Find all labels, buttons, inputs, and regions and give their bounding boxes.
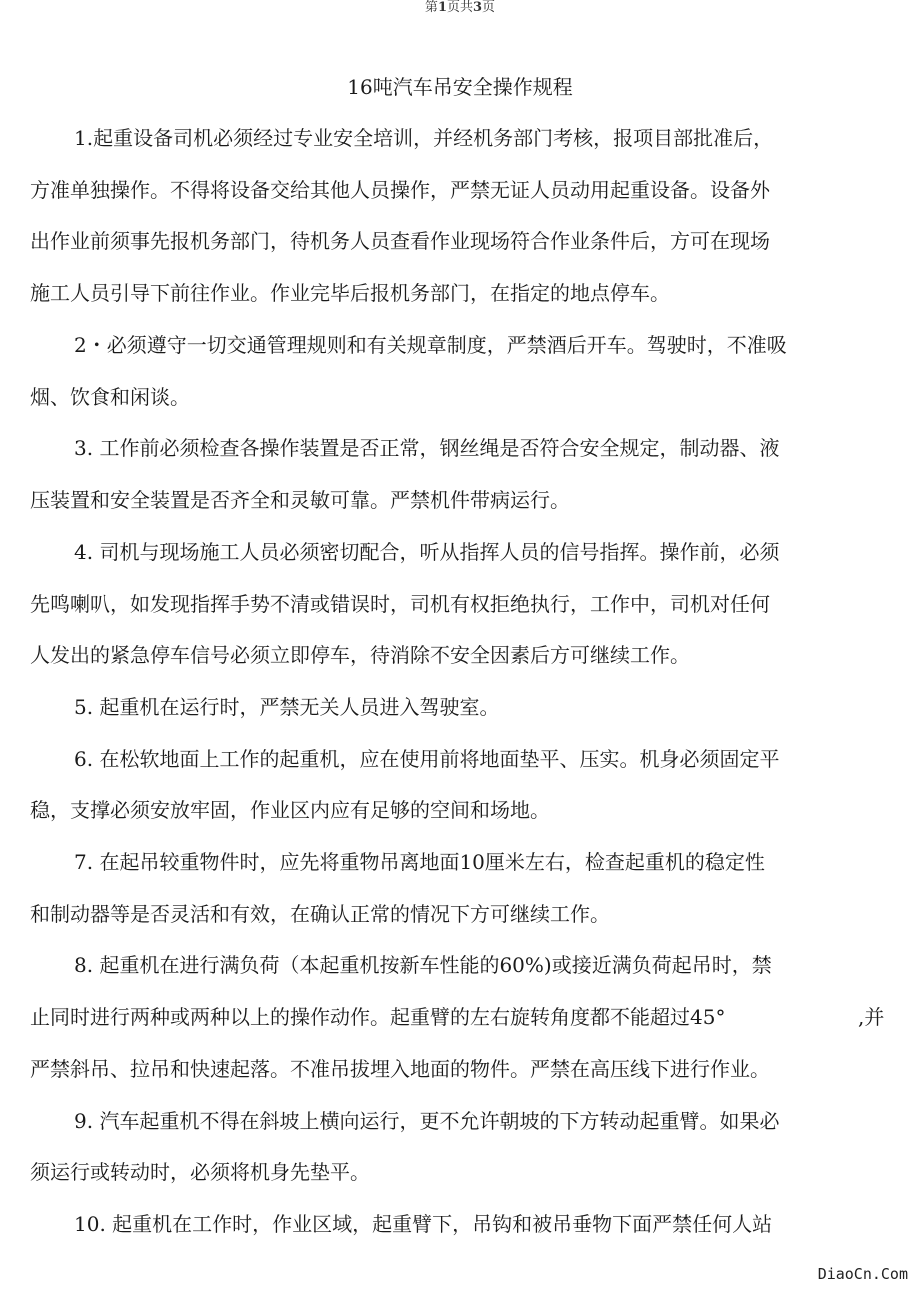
text-line: 须运行或转动时，必须将机身先垫平。 — [30, 1160, 370, 1184]
text-line: 人发出的紧急停车信号必须立即停车，待消除不安全因素后方可继续工作。 — [30, 643, 690, 667]
text-line: 10. 起重机在工作时，作业区域，起重臂下，吊钩和被吊垂物下面严禁任何人站 — [74, 1212, 773, 1236]
text-line: 施工人员引导下前往作业。作业完毕后报机务部门，在指定的地点停车。 — [30, 281, 670, 305]
text-line: 7. 在起吊较重物件时，应先将重物吊离地面10厘米左右，检查起重机的稳定性 — [74, 850, 765, 874]
text-line: 止同时进行两种或两种以上的操作动作。起重臂的左右旋转角度都不能超过45° — [30, 1005, 726, 1029]
page-label-mid: 页共 — [446, 0, 473, 15]
text-line: 3. 工作前必须检查各操作装置是否正常，钢丝绳是否符合安全规定，制动器、液 — [74, 436, 780, 460]
page-current: 1 — [437, 0, 447, 15]
watermark: DiaoCn.Com — [817, 1265, 908, 1283]
text-line: 8. 起重机在进行满负荷（本起重机按新车性能的60%)或接近满负荷起吊时，禁 — [74, 953, 772, 977]
text-line: 和制动器等是否灵活和有效，在确认正常的情况下方可继续工作。 — [30, 902, 610, 926]
text-line: 5. 起重机在运行时，严禁无关人员进入驾驶室。 — [74, 695, 500, 719]
text-line: 严禁斜吊、拉吊和快速起落。不准吊拔埋入地面的物件。严禁在高压线下进行作业。 — [30, 1057, 770, 1081]
text-line-tail: ,并 — [858, 1005, 885, 1029]
text-line: 烟、饮食和闲谈。 — [30, 385, 190, 409]
text-line: 4. 司机与现场施工人员必须密切配合，听从指挥人员的信号指挥。操作前，必须 — [74, 540, 780, 564]
page-total: 3 — [473, 0, 483, 15]
document-title: 16吨汽车吊安全操作规程 — [347, 75, 573, 99]
page-label-post: 页 — [482, 0, 496, 15]
text-line: 稳，支撑必须安放牢固，作业区内应有足够的空间和场地。 — [30, 798, 550, 822]
text-line: 9. 汽车起重机不得在斜坡上横向运行，更不允许朝坡的下方转动起重臂。如果必 — [74, 1109, 780, 1133]
text-line: 方准单独操作。不得将设备交给其他人员操作，严禁无证人员动用起重设备。设备外 — [30, 178, 770, 202]
text-line: 2・必须遵守一切交通管理规则和有关规章制度，严禁酒后开车。驾驶时，不准吸 — [74, 333, 787, 357]
page-header — [0, 0, 920, 16]
text-line: 6. 在松软地面上工作的起重机，应在使用前将地面垫平、压实。机身必须固定平 — [74, 747, 780, 771]
text-line: 出作业前须事先报机务部门，待机务人员查看作业现场符合作业条件后，方可在现场 — [30, 229, 770, 253]
text-line: 先鸣喇叭，如发现指挥手势不清或错误时，司机有权拒绝执行，工作中，司机对任何 — [30, 592, 770, 616]
text-line: 压装置和安全装置是否齐全和灵敏可靠。严禁机件带病运行。 — [30, 488, 570, 512]
page-label-pre: 第 — [424, 0, 438, 15]
text-line: 1.起重设备司机必须经过专业安全培训，并经机务部门考核，报项目部批准后， — [74, 126, 774, 150]
